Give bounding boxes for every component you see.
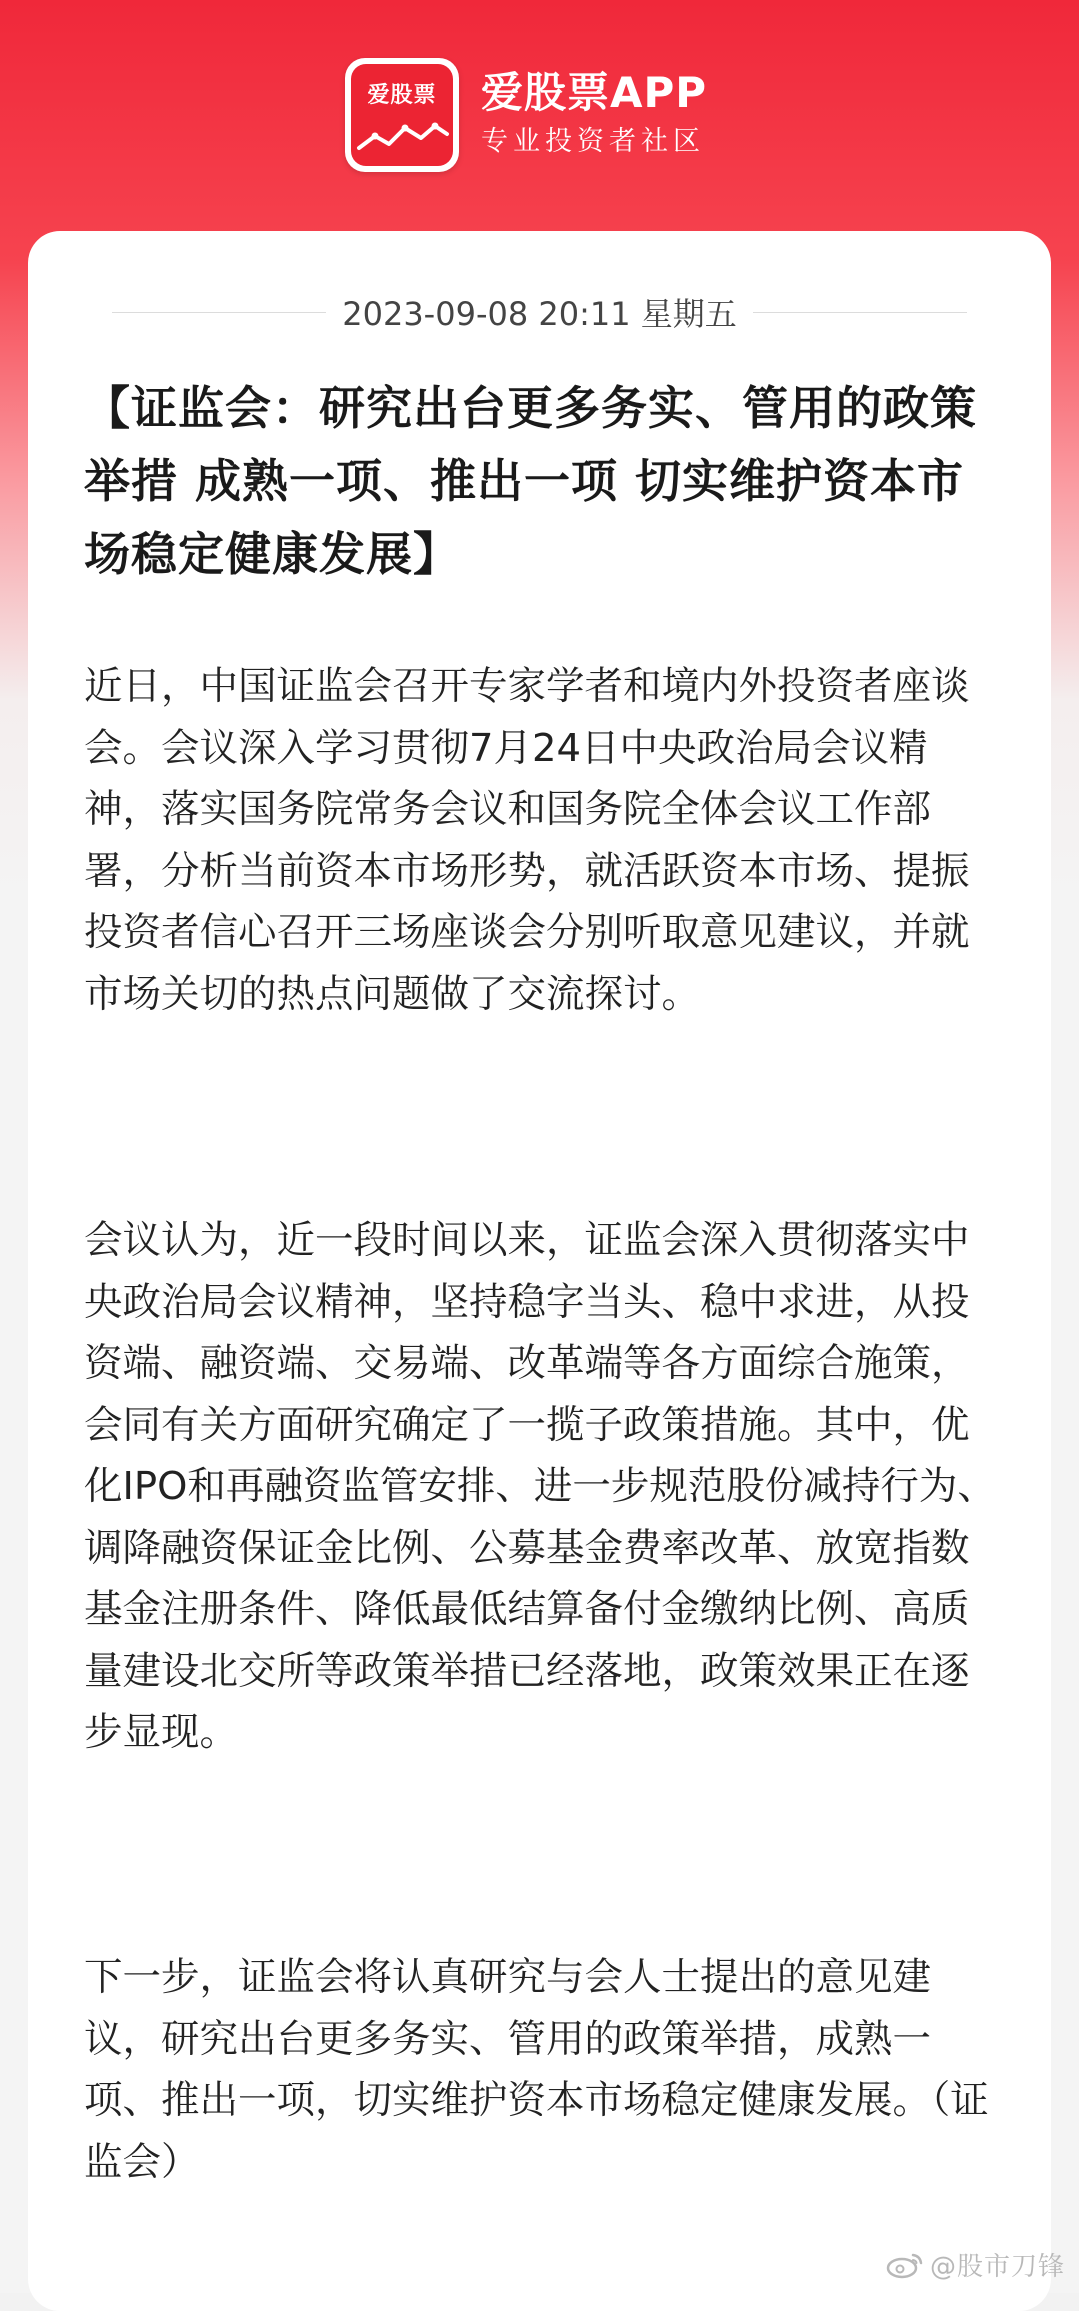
article-paragraph-2: 会议认为，近一段时间以来，证监会深入贯彻落实中央政治局会议精神，坚持稳字当头、稳中求进，从投资端、融资端、交易端、改革端等各方面综合施策，会同有关方面研究确定了一揽子政策措施。其中，优化IPO和再融资监管安排、进一步规范股份减持行为、调降融资保证金比例、公募基金费率改革、放宽指数基金注册条件、降低最低结算备付金缴纳比例、高质量建设北交所等政策举措已经落地，政策效果正在逐步显现。 — [84, 1218, 996, 1755]
weibo-icon — [886, 2251, 924, 2279]
divider-left — [112, 312, 326, 313]
brand-block — [481, 66, 707, 164]
app-logo-label: 爱股票 — [367, 83, 437, 108]
app-logo-icon — [345, 58, 459, 172]
stock-chart-icon — [351, 114, 453, 158]
watermark-text: @股市刀锋 — [929, 2252, 1065, 2282]
article-paragraph-1: 近日，中国证监会召开专家学者和境内外投资者座谈会。会议深入学习贯彻7月24日中央政治局会议精神，落实国务院常务会议和国务院全体会议工作部署，分析当前资本市场形势，就活跃资本市场、提振投资者信心召开三场座谈会分别听取意见建议，并就市场关切的热点问题做了交流探讨。 — [84, 664, 970, 1017]
app-name: 爱股票APP — [481, 68, 708, 117]
app-slogan: 专业投资者社区 — [481, 126, 705, 157]
article-date: 2023-09-08 20:11 星期五 — [342, 295, 737, 333]
article-paragraph-3: 下一步，证监会将认真研究与会人士提出的意见建议，研究出台更多务实、管用的政策举措，成熟一项、推出一项，切实维护资本市场稳定健康发展。（证监会） — [84, 1955, 989, 2185]
article-headline: 【证监会：研究出台更多务实、管用的政策举措 成熟一项、推出一项 切实维护资本市场稳定健康发展】 — [84, 381, 977, 581]
divider-right — [753, 312, 967, 313]
article-date-row — [112, 284, 967, 340]
watermark — [886, 2246, 1065, 2283]
app-header — [345, 58, 707, 172]
